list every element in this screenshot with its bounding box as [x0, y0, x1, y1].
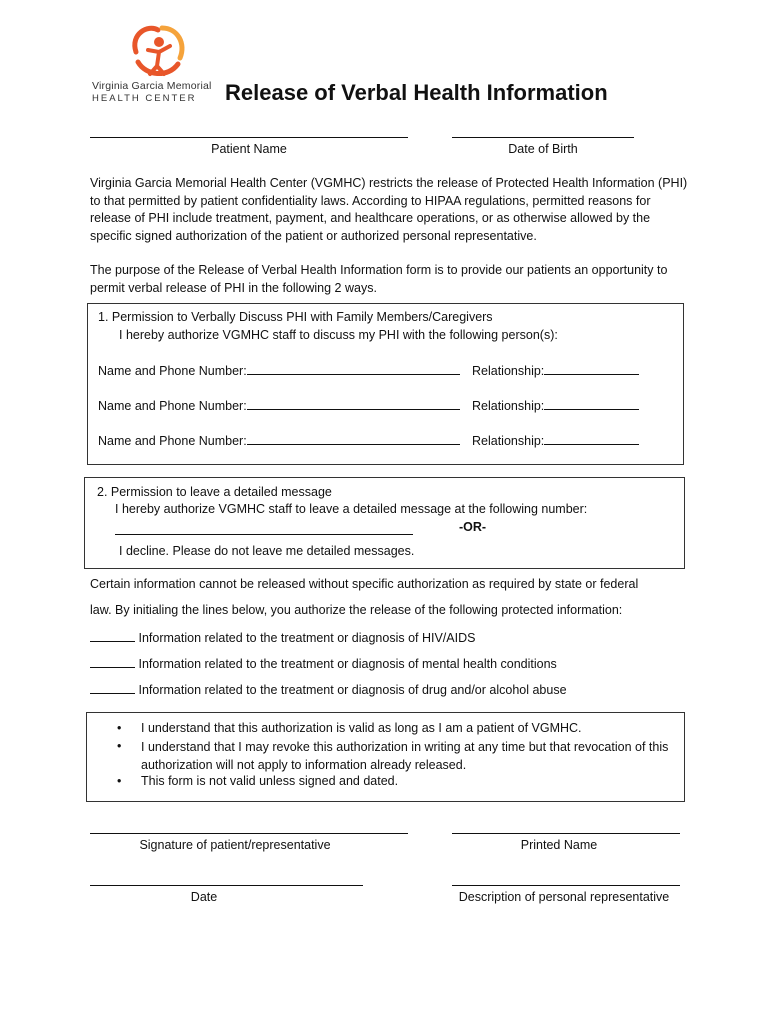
initial-item	[90, 655, 557, 671]
relationship-field[interactable]	[544, 397, 639, 410]
bullet-icon: •	[117, 774, 122, 788]
relationship-field[interactable]	[544, 362, 639, 375]
contact-row	[98, 362, 460, 378]
relationship-label: Relationship:	[472, 399, 545, 413]
relationship-field[interactable]	[544, 432, 639, 445]
printed-name-label: Printed Name	[520, 838, 598, 852]
name-phone-field[interactable]	[247, 432, 460, 445]
bullet-text: I understand that this authorization is valid as long as I am a patient of VGMHC.	[141, 721, 582, 735]
printed-name-field[interactable]	[452, 833, 680, 834]
initial-item	[90, 681, 567, 697]
logo-name: Virginia Garcia Memorial	[92, 80, 212, 92]
date-field[interactable]	[90, 885, 363, 886]
section2-heading: 2. Permission to leave a detailed message	[97, 485, 332, 499]
patient-name-field[interactable]	[90, 137, 408, 138]
bullet-icon: •	[117, 739, 122, 753]
signature-field[interactable]	[90, 833, 408, 834]
relationship-row	[472, 432, 639, 448]
name-phone-field[interactable]	[247, 397, 460, 410]
or-label: -OR-	[459, 520, 487, 534]
section1-subheading: I hereby authorize VGMHC staff to discuss my PHI with the following person(s):	[119, 328, 558, 342]
relationship-row	[472, 397, 639, 413]
page-title: Release of Verbal Health Information	[225, 80, 608, 105]
initial-item-text: Information related to the treatment or diagnosis of drug and/or alcohol abuse	[138, 683, 567, 697]
relationship-label: Relationship:	[472, 434, 545, 448]
section1-heading: 1. Permission to Verbally Discuss PHI with Family Members/Caregivers	[98, 310, 493, 324]
bullet-icon: •	[117, 721, 122, 735]
date-label: Date	[190, 890, 218, 904]
bullet-text: This form is not valid unless signed and dated.	[141, 774, 399, 788]
name-phone-label: Name and Phone Number:	[98, 434, 247, 448]
logo-subname: HEALTH CENTER	[92, 93, 197, 104]
acknowledgement-box	[86, 712, 685, 802]
specific-auth-line1: Certain information cannot be released without specific authorization as required by state or federal	[90, 577, 639, 591]
section-detailed-message	[84, 477, 685, 569]
vgmhc-logo-icon	[128, 22, 190, 78]
purpose-paragraph: The purpose of the Release of Verbal Health Information form is to provide our patients an opportunity to permit verbal release of PHI in the following 2 ways.	[90, 263, 668, 295]
contact-row	[98, 432, 460, 448]
initial-field[interactable]	[90, 681, 135, 694]
patient-name-label: Patient Name	[211, 142, 287, 156]
relationship-row	[472, 362, 639, 378]
section-verbal-discussion	[87, 303, 684, 465]
name-phone-label: Name and Phone Number:	[98, 364, 247, 378]
initial-item	[90, 629, 475, 645]
relationship-label: Relationship:	[472, 364, 545, 378]
dob-label: Date of Birth	[508, 142, 578, 156]
bullet-text: I understand that I may revoke this authorization in writing at any time but that revocation of this authorization will not apply to information already released.	[141, 740, 669, 772]
specific-auth-line2: law. By initialing the lines below, you authorize the release of the following protected information:	[90, 603, 623, 617]
name-phone-label: Name and Phone Number:	[98, 399, 247, 413]
section2-subheading: I hereby authorize VGMHC staff to leave a detailed message at the following number:	[115, 502, 588, 516]
message-number-field[interactable]	[115, 534, 413, 535]
initial-field[interactable]	[90, 655, 135, 668]
initial-item-text: Information related to the treatment or diagnosis of mental health conditions	[138, 657, 557, 671]
decline-text: I decline. Please do not leave me detailed messages.	[119, 544, 415, 558]
initial-item-text: Information related to the treatment or diagnosis of HIV/AIDS	[138, 631, 476, 645]
initial-field[interactable]	[90, 629, 135, 642]
description-field[interactable]	[452, 885, 680, 886]
dob-field[interactable]	[452, 137, 634, 138]
description-label: Description of personal representative	[458, 890, 670, 904]
name-phone-field[interactable]	[247, 362, 460, 375]
signature-label: Signature of patient/representative	[139, 838, 331, 852]
intro-paragraph: Virginia Garcia Memorial Health Center (VGMHC) restricts the release of Protected Health Information (PHI) to that permitted by patient confidentiality laws. According to HIPAA regulations, permitted reasons for release of PHI include treatment, payment, and healthcare operations, or as otherwise allowed by the specific signed authorization of the patient or authorized personal representative.	[90, 176, 688, 243]
contact-row	[98, 397, 460, 413]
